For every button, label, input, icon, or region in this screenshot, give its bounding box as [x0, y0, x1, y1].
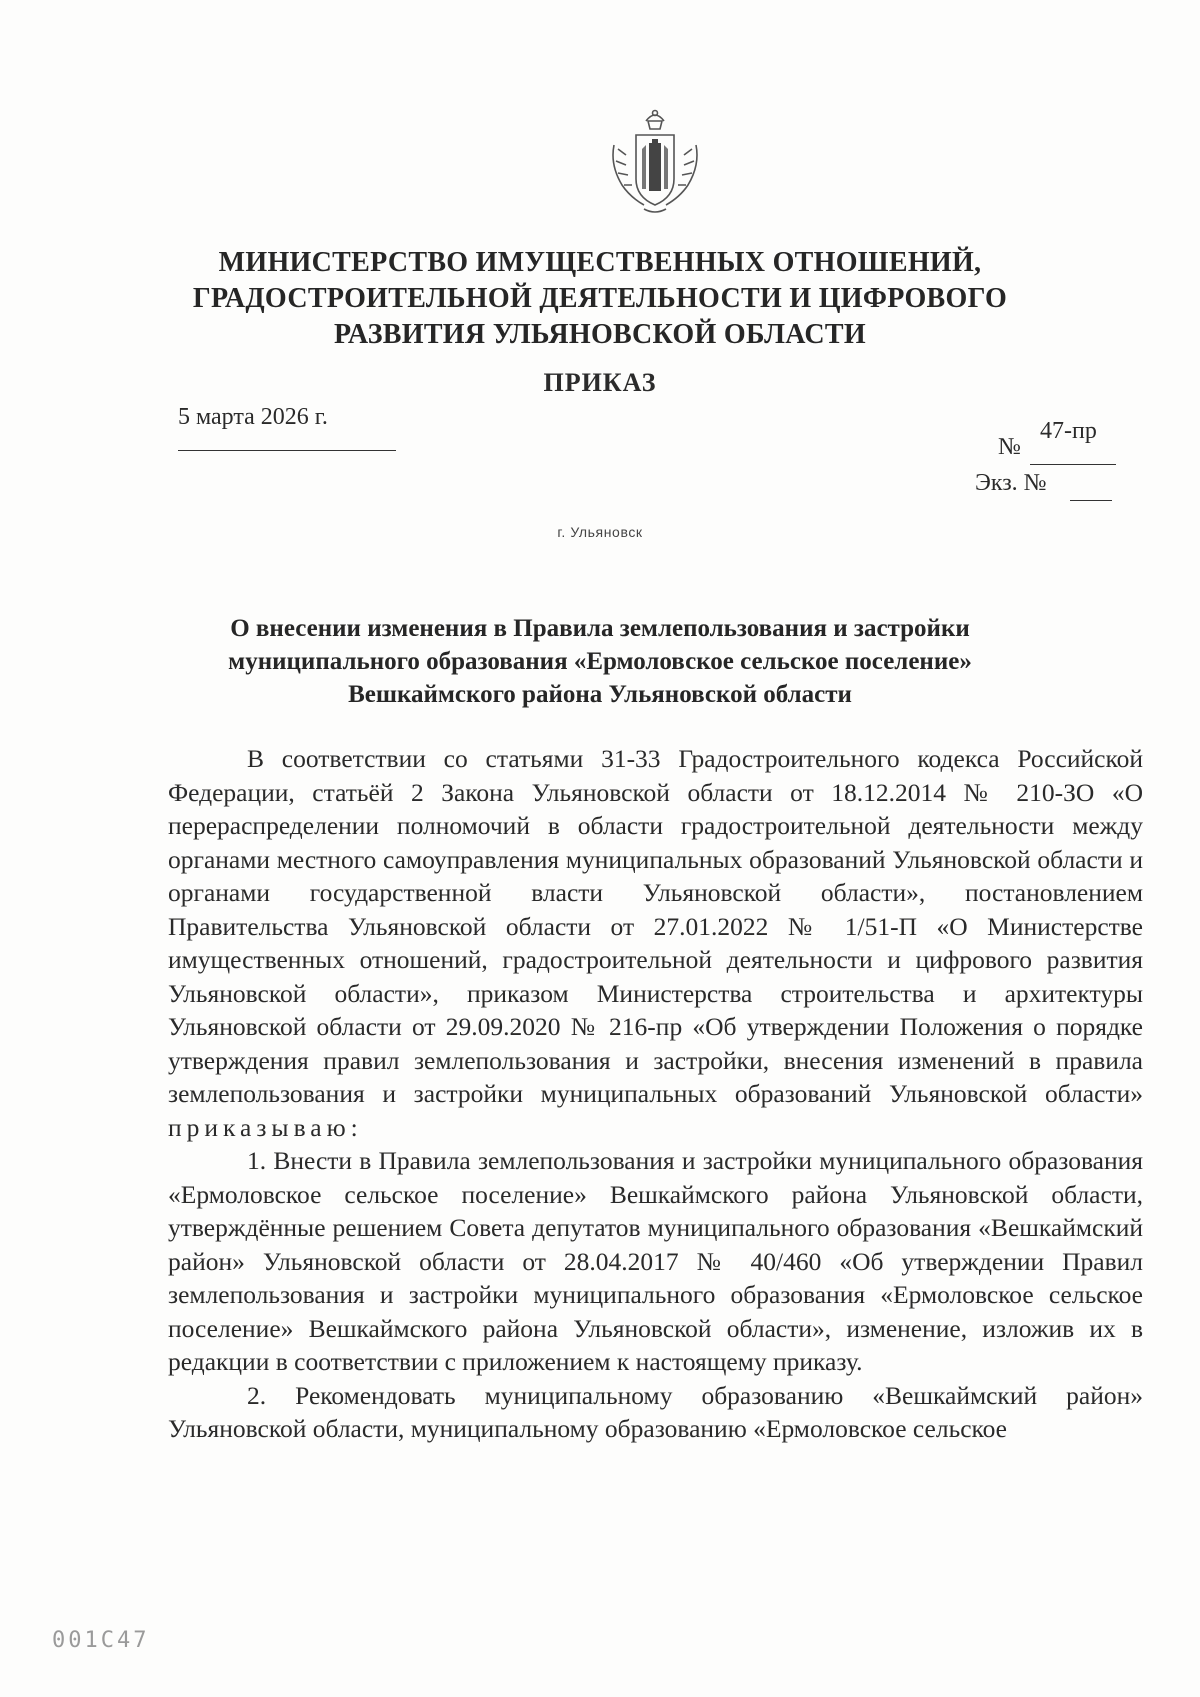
order-word: приказываю: [168, 1112, 363, 1142]
item-1-paragraph: 1. Внести в Правила землепользования и застройки муниципального образования «Ермоловское сельское поселение» Вешкаймского района Ульяновской области, утверждённые решением Совета депутатов муниципального образования «Вешкаймский район» Ульяновской области от 28.04.2017 № 40/460 «Об утверждении Правил землепользования и застройки муниципального образования «Ермоловское сельское поселение» Вешкаймского района Ульяновской области», изменение, изложив их в редакции в соответствии с приложением к настоящему приказу. [168, 1146, 1143, 1376]
issue-city: г. Ульяновск [557, 524, 643, 540]
copy-number-label: Экз. № [975, 470, 1047, 496]
coat-of-arms-emblem-icon [608, 105, 702, 219]
archive-stamp-number: 001С47 [52, 1628, 150, 1653]
order-number: 47-пр [1040, 418, 1097, 444]
ministry-name-line-1: МИНИСТЕРСТВО ИМУЩЕСТВЕННЫХ ОТНОШЕНИЙ, [218, 247, 982, 278]
document-type: ПРИКАЗ [543, 368, 657, 397]
subject-line-3: Вешкаймского района Ульяновской области [348, 681, 852, 708]
preamble-text: В соответствии со статьями 31-33 Градостроительного кодекса Российской Федерации, статьёй 2 Закона Ульяновской области от 18.12.2014 № 210-ЗО «О перераспределении полномочий в области градостроительной деятельности между органами местного самоуправления муниципальных образований Ульяновской области и органами государственной власти Ульяновской области», постановлением Правительства Ульяновской области от 27.01.2022 № 1/51-П «О Министерстве имущественных отношений, градостроительной деятельности и цифрового развития Ульяновской области», приказом Министерства строительства и архитектуры Ульяновской области от 29.09.2020 № 216-пр «Об утверждении Положения о порядке утверждения правил землепользования и застройки, внесения изменений в правила землепользования и застройки муниципальных образований Ульяновской области» [168, 744, 1143, 1108]
item-2-paragraph: 2. Рекомендовать муниципальному образованию «Вешкаймский район» Ульяновской области, муниципальному образованию «Ермоловское сельское [168, 1380, 1143, 1443]
copy-number-underline [1070, 500, 1112, 501]
order-body [168, 742, 1143, 1446]
number-underline [1030, 464, 1116, 465]
ministry-name [150, 245, 1050, 353]
subject-line-2: муниципального образования «Ермоловское сельское поселение» [228, 648, 972, 675]
order-subject [160, 612, 1040, 711]
preamble-paragraph [168, 742, 1143, 1144]
subject-line-1: О внесении изменения в Правила землепользования и застройки [230, 615, 970, 642]
ministry-name-line-3: РАЗВИТИЯ УЛЬЯНОВСКОЙ ОБЛАСТИ [334, 319, 866, 350]
ministry-name-line-2: ГРАДОСТРОИТЕЛЬНОЙ ДЕЯТЕЛЬНОСТИ И ЦИФРОВОГО [192, 283, 1008, 314]
date-underline [178, 450, 396, 451]
order-date: 5 марта 2026 г. [178, 404, 328, 430]
order-number-sign: № [998, 434, 1021, 460]
